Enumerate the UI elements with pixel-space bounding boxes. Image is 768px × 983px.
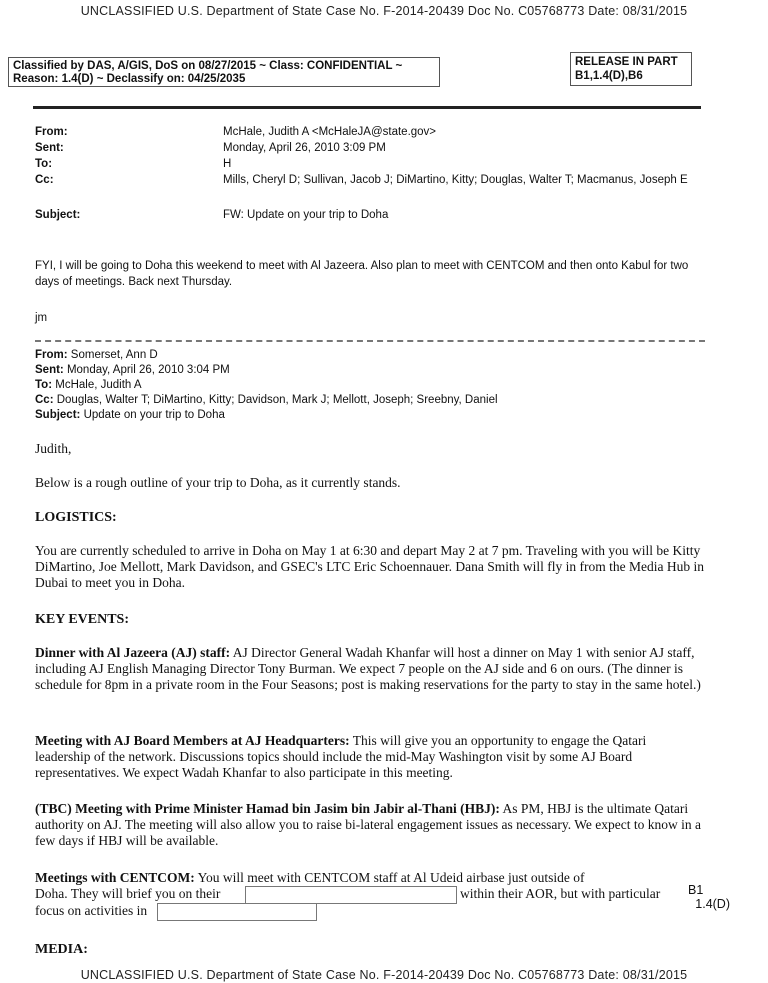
forward-separator [35,340,705,342]
bottom-banner: UNCLASSIFIED U.S. Department of State Case No. F-2014-20439 Doc No. C05768773 Date: 08/31/2015 [80,968,688,982]
cc-value: Mills, Cheryl D; Sullivan, Jacob J; DiMartino, Kitty; Douglas, Walter T; Macmanus, Joseph E [223,174,688,186]
event-pm-text: As PM, HBJ is the ultimate Qatari authority on AJ. The meeting will also allow you to raise bi-lateral engagement issues as necessary. We expect to know in a few days if HBJ will be available. [35,801,701,848]
fwd-from [35,348,158,363]
event-board-title: Meeting with AJ Board Members at AJ Headquarters: [35,733,350,748]
release-line-2: B1,1.4(D),B6 [575,70,643,82]
fwd-to [35,378,142,393]
message-text: FYI, I will be going to Doha this weekend to meet with Al Jazeera. Also plan to meet with CENTCOM and then onto Kabul for two days of meetings. Back next Thursday. [35,260,689,288]
classification-line-1: Classified by DAS, A/GIS, DoS on 08/27/2015 ~ Class: CONFIDENTIAL ~ [13,60,403,72]
event-dinner [35,645,705,693]
greeting: Judith, [35,441,72,456]
release-box [570,52,692,86]
fwd-cc-value: Douglas, Walter T; DiMartino, Kitty; Davidson, Mark J; Mellott, Joseph; Sreebny, Daniel [56,394,498,406]
fwd-sent-label: Sent: [35,364,64,376]
logistics-heading: LOGISTICS: [35,510,117,525]
top-banner: UNCLASSIFIED U.S. Department of State Case No. F-2014-20439 Doc No. C05768773 Date: 08/31/2015 [80,4,688,18]
from-label: From: [35,126,68,138]
event-board [35,733,705,781]
fwd-subject-value: Update on your trip to Doha [83,409,225,421]
logistics-text: You are currently scheduled to arrive in Doha on May 1 at 6:30 and depart May 2 at 7 pm. Traveling with you will be Kitty DiMartino, Joe Mellott, Mark Davidson, and GSEC's LTC Eric Schoennauer. Dana Smith will fly in from the Media Hub in Dubai to meet you in Doha. [35,543,704,590]
exemption-line-1: B1 [688,883,704,897]
fwd-from-label: From: [35,349,68,361]
event-centcom-title: Meetings with CENTCOM: [35,870,195,885]
subject-label: Subject: [35,209,81,221]
fwd-from-value: Somerset, Ann D [70,349,158,361]
subject-value: FW: Update on your trip to Doha [223,209,389,221]
signoff: jm [35,312,48,324]
fwd-to-label: To: [35,379,53,391]
to-label: To: [35,158,53,170]
release-line-1: RELEASE IN PART [575,56,678,68]
classification-line-2: Reason: 1.4(D) ~ Declassify on: 04/25/2035 [13,73,246,85]
event-centcom-line-3a: focus on activities in [35,903,148,918]
media-heading: MEDIA: [35,942,88,957]
sent-label: Sent: [35,142,64,154]
header-rule [33,106,701,109]
sent-value: Monday, April 26, 2010 3:09 PM [223,142,386,154]
event-centcom-line-1 [35,870,705,886]
event-centcom-line-2b: within their AOR, but with particular [460,886,661,901]
redaction-box [157,903,317,921]
event-pm-title: (TBC) Meeting with Prime Minister Hamad bin Jasim bin Jabir al-Thani (HBJ): [35,801,500,816]
redaction-box [245,886,457,904]
event-dinner-title: Dinner with Al Jazeera (AJ) staff: [35,645,231,660]
fwd-subject-label: Subject: [35,409,81,421]
fwd-cc-label: Cc: [35,394,54,406]
fwd-sent-value: Monday, April 26, 2010 3:04 PM [66,364,230,376]
event-centcom-text-1: You will meet with CENTCOM staff at Al Udeid airbase just outside of [194,870,585,885]
cc-label: Cc: [35,174,54,186]
fwd-sent [35,363,230,378]
fwd-cc [35,393,498,408]
intro: Below is a rough outline of your trip to Doha, as it currently stands. [35,475,401,490]
from-value: McHale, Judith A <McHaleJA@state.gov> [223,126,437,138]
to-value: H [223,158,232,170]
exemption-line-2: 1.4(D) [695,897,730,911]
event-pm [35,801,705,849]
event-centcom-line-2a: Doha. They will brief you on their [35,886,221,901]
fwd-subject [35,408,225,423]
event-board-text: This will give you an opportunity to engage the Qatari leadership of the network. Discussions topics should include the mid-May Washington visit by some AJ Board representatives. We expect Wadah Khanfar to also participate in this meeting. [35,733,647,780]
fwd-to-value: McHale, Judith A [55,379,142,391]
key-events-heading: KEY EVENTS: [35,612,130,627]
classification-box [8,57,440,87]
exemption-code [680,883,730,911]
event-dinner-text: AJ Director General Wadah Khanfar will host a dinner on May 1 with senior AJ staff, including AJ English Managing Director Tony Burman. We expect 7 people on the AJ side and 6 on ours. (The dinner is schedule for 8pm in a private room in the Four Seasons; post is making reservations for the party to stay in the same hotel.) [35,645,701,692]
